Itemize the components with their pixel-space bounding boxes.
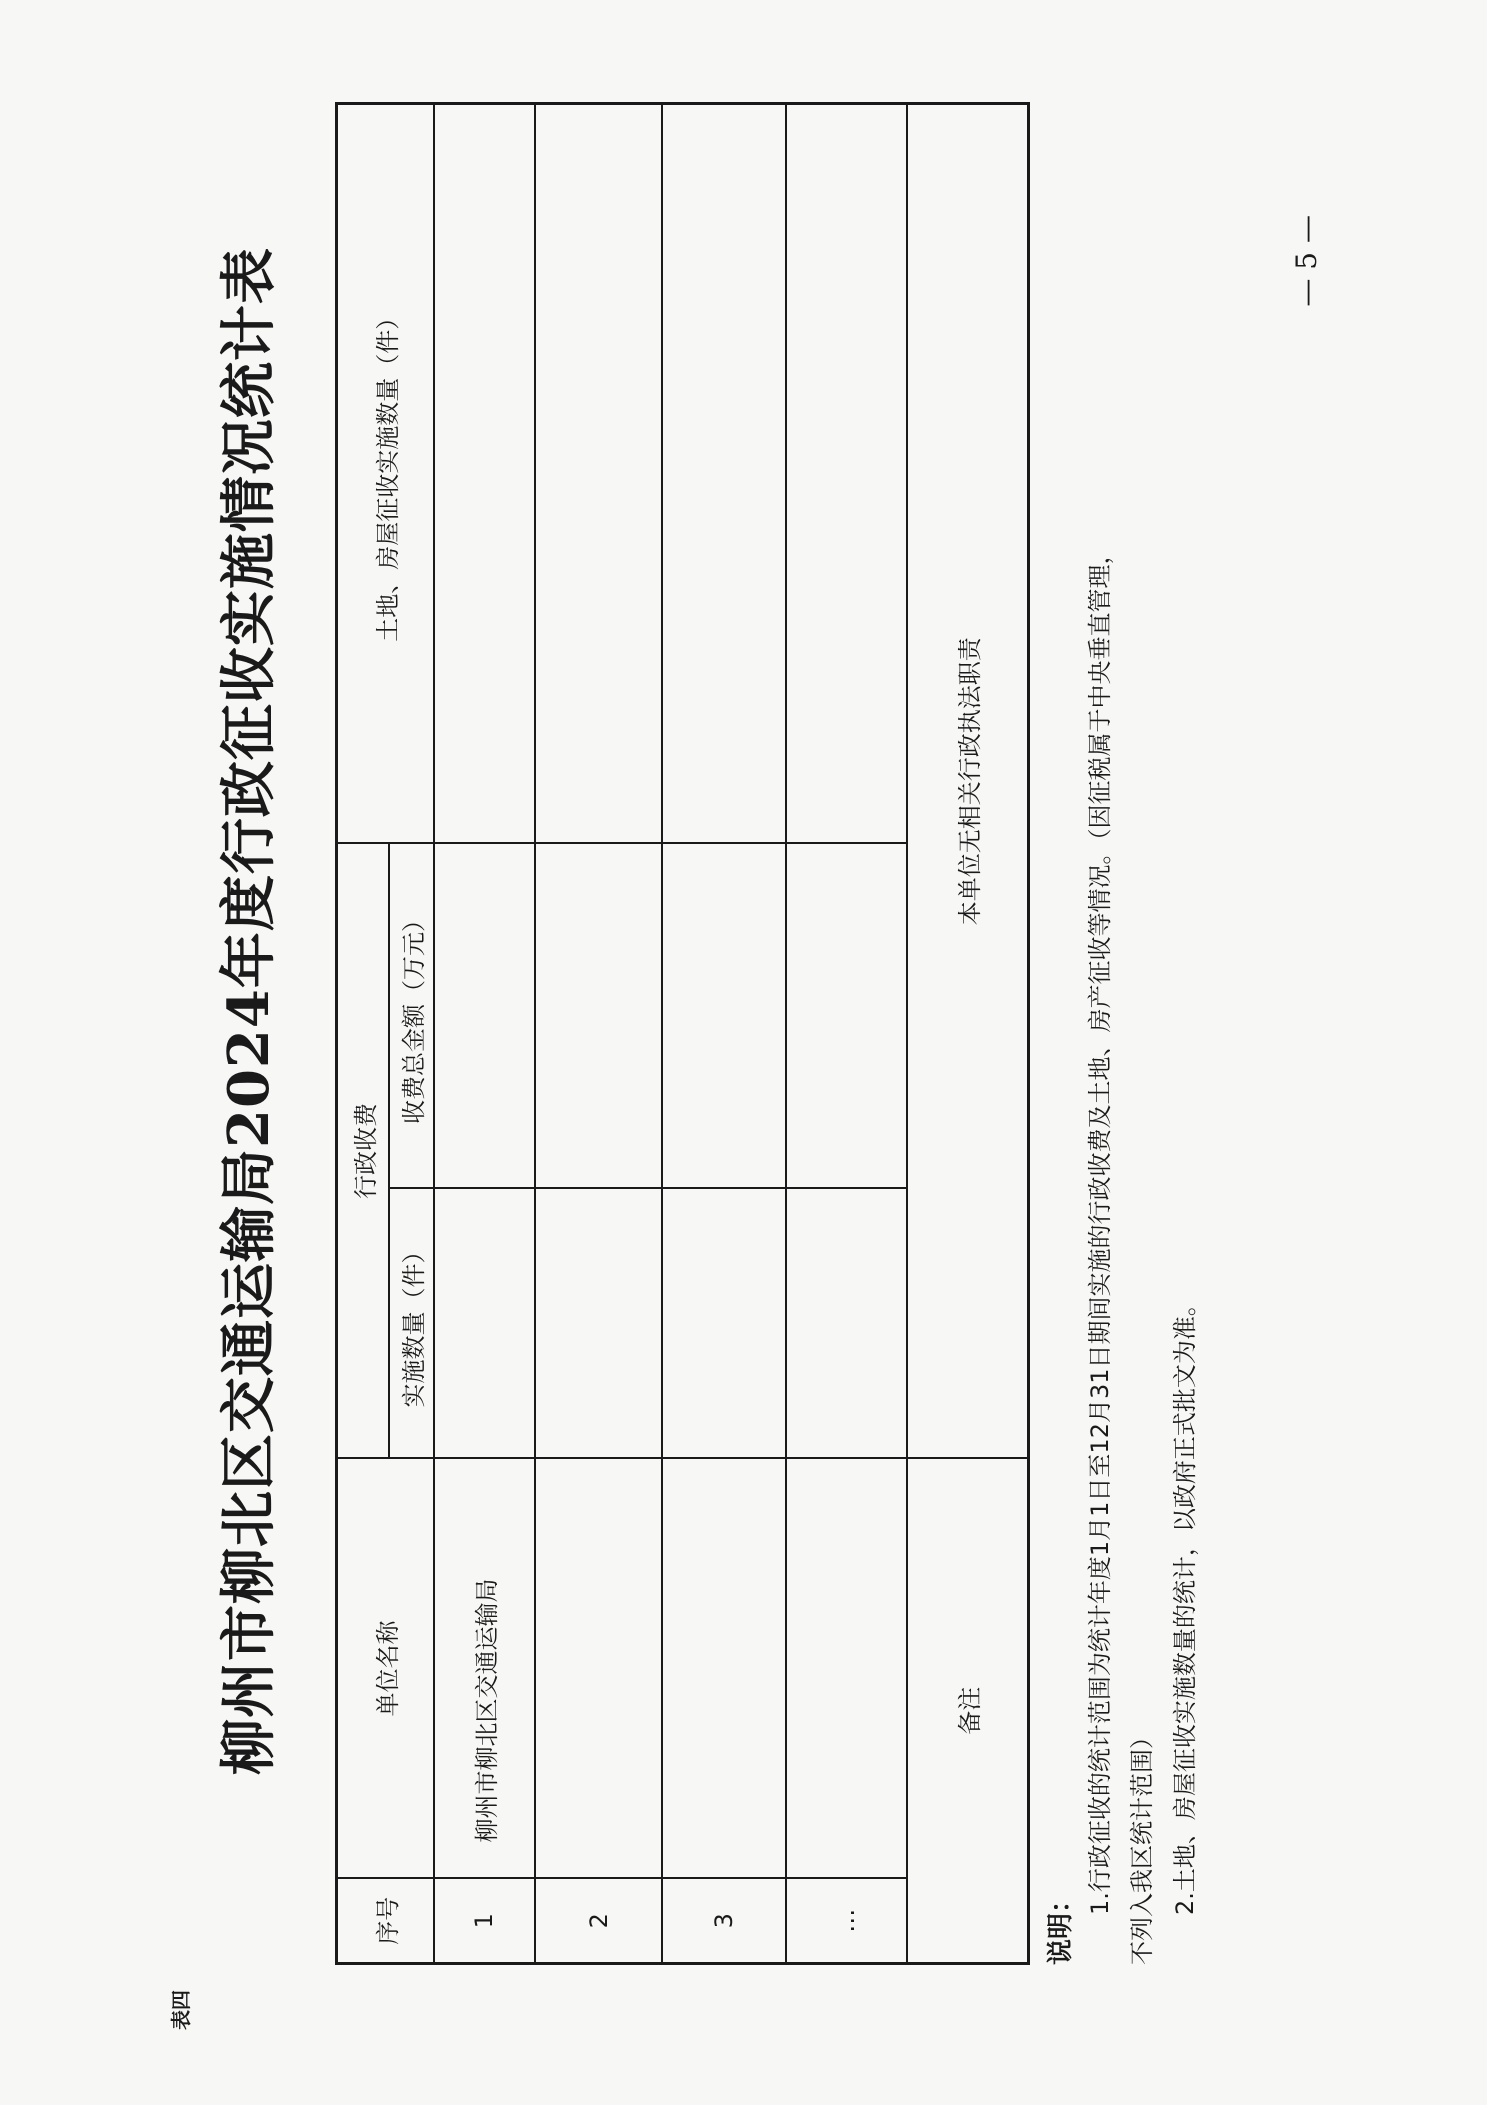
row-land-house <box>434 104 536 844</box>
page-title: 柳州市柳北区交通运输局2024年度行政征收实施情况统计表 <box>216 247 282 1775</box>
row-amount <box>786 844 907 1189</box>
statistics-table <box>335 102 1030 1965</box>
row-count <box>535 1189 662 1459</box>
row-unit-name <box>786 1459 907 1879</box>
row-land-house <box>786 104 907 844</box>
table-remark-row <box>907 104 1028 1964</box>
table-row <box>786 104 907 1964</box>
row-amount <box>662 844 786 1189</box>
header-unit-name: 单位名称 <box>337 1459 434 1879</box>
row-unit-name <box>662 1459 786 1879</box>
notes-line-2: 2.土地、房屋征收实施数量的统计，以政府正式批文为准。 <box>1171 1292 1199 1915</box>
row-seq: … <box>786 1879 907 1964</box>
row-land-house <box>535 104 662 844</box>
table-row <box>662 104 786 1964</box>
page-content <box>0 55 1400 2075</box>
notes-line-1: 1.行政征收的统计范围为统计年度1月1日至12月31日期间实施的行政收费及土地、房产征收等情况。（因征税属于中央垂直管理， <box>1086 540 1114 1915</box>
header-amount: 收费总金额（万元） <box>389 844 433 1189</box>
notes-title: 说明： <box>1046 1886 1076 1965</box>
table-header-row <box>337 104 390 1964</box>
header-admin-fee: 行政收费 <box>337 844 390 1459</box>
table-row <box>535 104 662 1964</box>
row-amount <box>535 844 662 1189</box>
row-count <box>662 1189 786 1459</box>
row-count <box>786 1189 907 1459</box>
header-seq: 序号 <box>337 1879 434 1964</box>
row-land-house <box>662 104 786 844</box>
row-seq: 2 <box>535 1879 662 1964</box>
notes-line-1-cont: 不列入我区统计范围） <box>1128 1725 1156 1965</box>
table-label: 表四 <box>169 1990 193 2030</box>
row-unit-name <box>535 1459 662 1879</box>
remark-label: 备注 <box>907 1459 1028 1964</box>
page-number: — 5 — <box>1290 215 1323 307</box>
remark-text: 本单位无相关行政执法职责 <box>907 104 1028 1459</box>
table-row <box>434 104 536 1964</box>
header-count: 实施数量（件） <box>389 1189 433 1459</box>
row-amount <box>434 844 536 1189</box>
row-count <box>434 1189 536 1459</box>
row-seq: 3 <box>662 1879 786 1964</box>
header-land-house: 土地、房屋征收实施数量（件） <box>337 104 434 844</box>
row-seq: 1 <box>434 1879 536 1964</box>
row-unit-name: 柳州市柳北区交通运输局 <box>434 1459 536 1879</box>
